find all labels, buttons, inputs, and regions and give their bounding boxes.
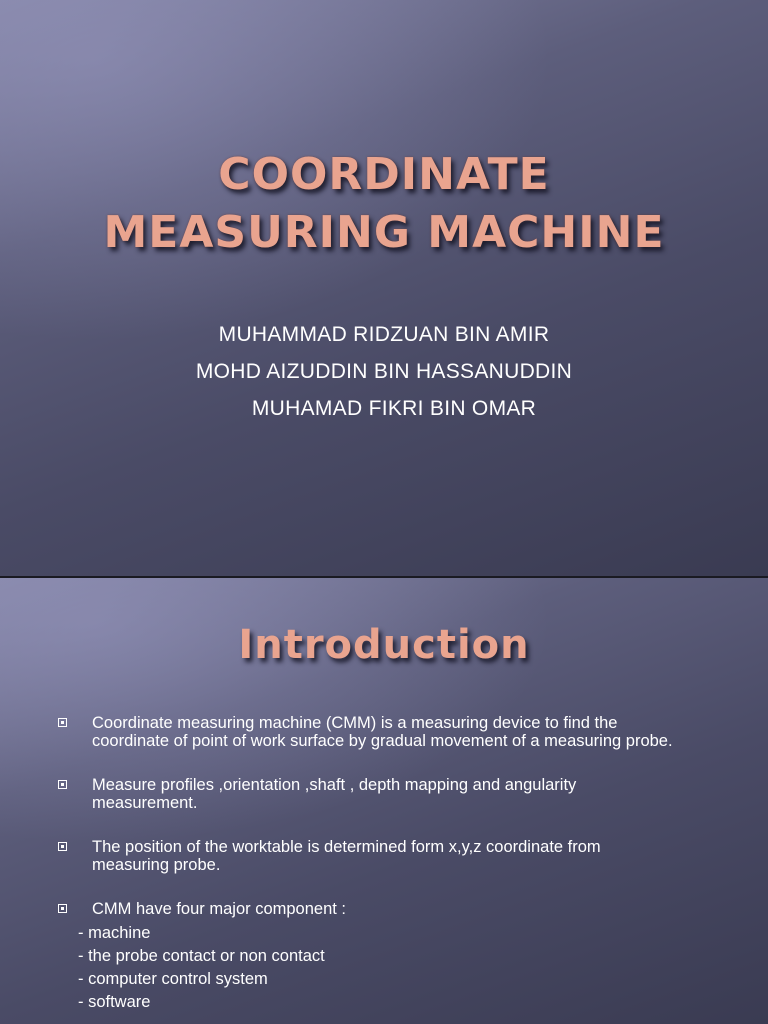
component-item: - software <box>78 993 151 1011</box>
bullet-item <box>56 900 676 918</box>
author-name: MOHD AIZUDDIN BIN HASSANUDDIN <box>195 360 573 383</box>
bullet-text: Measure profiles ,orientation ,shaft , depth mapping and angularity measurement. <box>92 776 577 812</box>
slide-title-line-2: MEASURING MACHINE <box>103 207 665 258</box>
bullet-item <box>56 714 676 750</box>
bullet-item <box>56 776 676 812</box>
component-list <box>78 922 676 1014</box>
slide-title <box>0 146 768 262</box>
author-name: MUHAMMAD RIDZUAN BIN AMIR <box>218 323 550 346</box>
component-item: - the probe contact or non contact <box>78 947 325 965</box>
bullet-text: The position of the worktable is determined form x,y,z coordinate from measuring probe. <box>92 838 601 874</box>
component-item: - computer control system <box>78 970 268 988</box>
author-list <box>0 316 768 427</box>
bullet-text: Coordinate measuring machine (CMM) is a measuring device to find the coordinate of point of work surface by gradual movement of a measuring probe. <box>92 714 673 750</box>
bullet-text: CMM have four major component : <box>92 900 347 918</box>
component-item: - machine <box>78 924 151 942</box>
square-bullet-icon <box>58 842 67 851</box>
square-bullet-icon <box>58 904 67 913</box>
bullet-list <box>56 714 676 1014</box>
slide-title-line-1: COORDINATE <box>218 149 550 200</box>
introduction-heading: Introduction <box>238 622 530 668</box>
bullet-item <box>56 838 676 874</box>
square-bullet-icon <box>58 780 67 789</box>
introduction-slide <box>0 578 768 1024</box>
author-name: MUHAMAD FIKRI BIN OMAR <box>251 397 537 420</box>
square-bullet-icon <box>58 718 67 727</box>
